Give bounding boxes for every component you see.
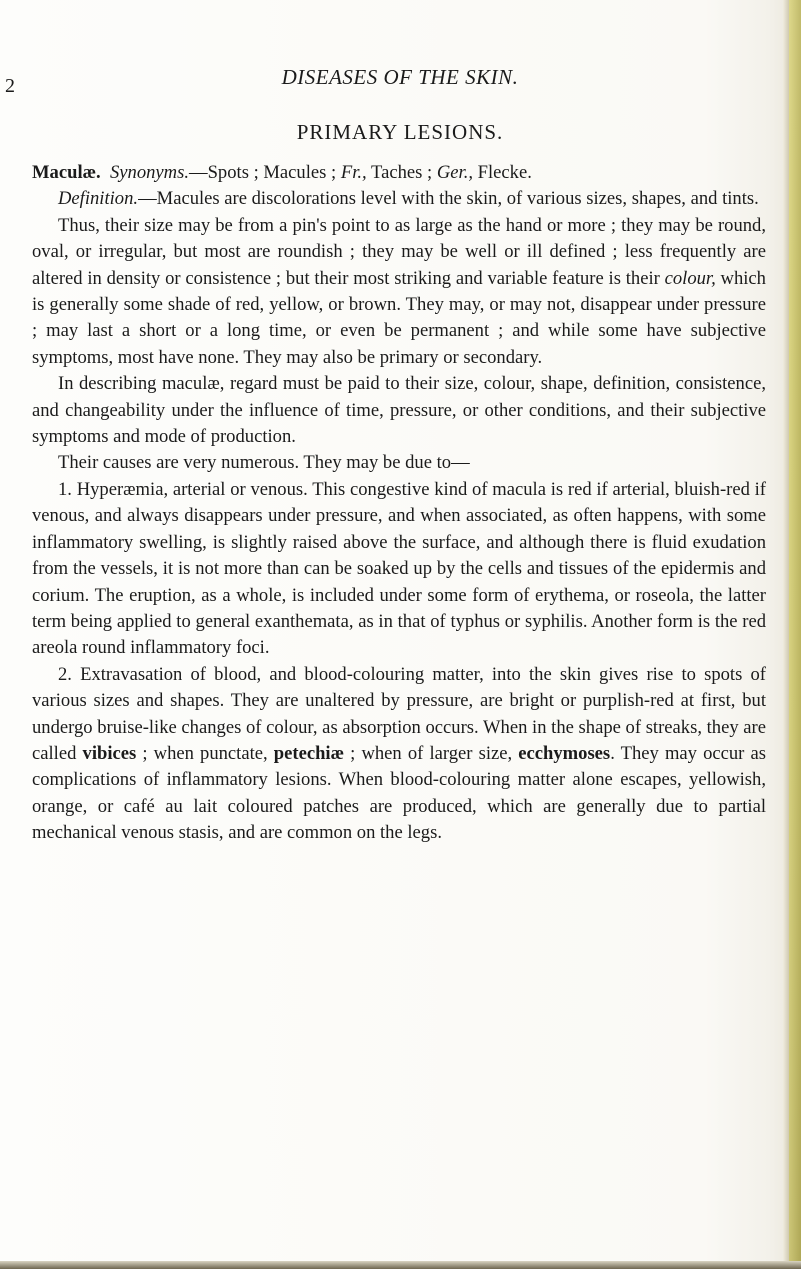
paragraph-text: Thus, their size may be from a pin's point to as large as the hand or more ; they may be round, oval, or irregular, but most are roundish ; they may be well or ill defined ; less frequently are altered in density or consistence ; but their most striking and variable feature is their [32, 214, 766, 289]
definition-paragraph [32, 186, 766, 212]
body-text [32, 160, 766, 847]
french-label: Fr., [340, 162, 367, 183]
definition-label: Definition. [58, 188, 139, 210]
paragraph-text: ; when of larger size, [344, 742, 519, 764]
paragraph-hyperaemia: 1. Hyperæmia, arterial or venous. This congestive kind of macula is red if arterial, bluish-red if venous, and always disappears under pressure, and when associated, as often happens, with some inflammatory swelling, is slightly raised above the surface, and although there is fluid exudation from the vessels, it is not more than can be soaked up by the cells and tissues of the epidermis and corium. The eruption, as a whole, is included under some form of erythema, or roseola, the latter term being applied to general exanthemata, as in that of typhus or syphilis. Another form is the red areola round inflammatory foci. [32, 478, 766, 659]
section-title: PRIMARY LESIONS. [296, 120, 504, 144]
term-ecchymoses: ecchymoses [518, 742, 611, 764]
definition-text: —Macules are discolorations level with the skin, of various sizes, shapes, and tints. [138, 188, 759, 210]
synonyms-label: Synonyms. [109, 162, 189, 183]
running-head: DISEASES OF THE SKIN. [281, 65, 519, 89]
page-bottom-edge [0, 1261, 801, 1269]
term-vibices: vibices [82, 742, 137, 764]
german-label: Ger., [436, 162, 473, 183]
term-maculae: Maculæ. [32, 162, 101, 183]
paragraph-text: which is generally some shade of red, yellow, or brown. They may, or may not, disappear under pressure ; may last a short or a long time, or even be permanent ; and while some have subjective symptoms, most have none. They may also be primary or secondary. [32, 267, 766, 368]
paragraph-text: . They may occur as complications of inflammatory lesions. When blood-colouring matter alone escapes, yellowish, orange, or café au lait coloured patches are produced, which are generally due to partial mechanical venous stasis, and are common on the legs. [32, 742, 766, 844]
paragraph-text: 2. Extravasation of blood, and blood-colouring matter, into the skin gives rise to spots of various sizes and shapes. They are unaltered by pressure, are bright or purplish-red at first, but undergo bruise-like changes of colour, as absorption occurs. When in the shape of streaks, they are called [32, 663, 766, 764]
book-spine-edge [783, 0, 801, 1269]
paragraph-text: ; when punctate, [136, 742, 274, 764]
term-petechiae: petechiæ [273, 742, 345, 764]
paragraph-causes: Their causes are very numerous. They may be due to— [58, 452, 470, 474]
spine-tint [789, 0, 801, 1269]
german-text: Flecke. [473, 162, 532, 183]
paragraph-extravasation [32, 662, 766, 847]
synonyms-text: —Spots ; Macules ; [189, 162, 341, 183]
paragraph-size-shape [32, 213, 766, 371]
paragraph-describing: In describing maculæ, regard must be paid to their size, colour, shape, definition, consistence, and changeability under the influence of time, pressure, or other conditions, and their subjective symptoms and mode of production. [32, 373, 766, 448]
emphasis-colour: colour, [664, 267, 716, 289]
synonyms-line [32, 160, 766, 186]
page-number: 2 [5, 75, 15, 97]
french-text: Taches ; [366, 162, 437, 183]
